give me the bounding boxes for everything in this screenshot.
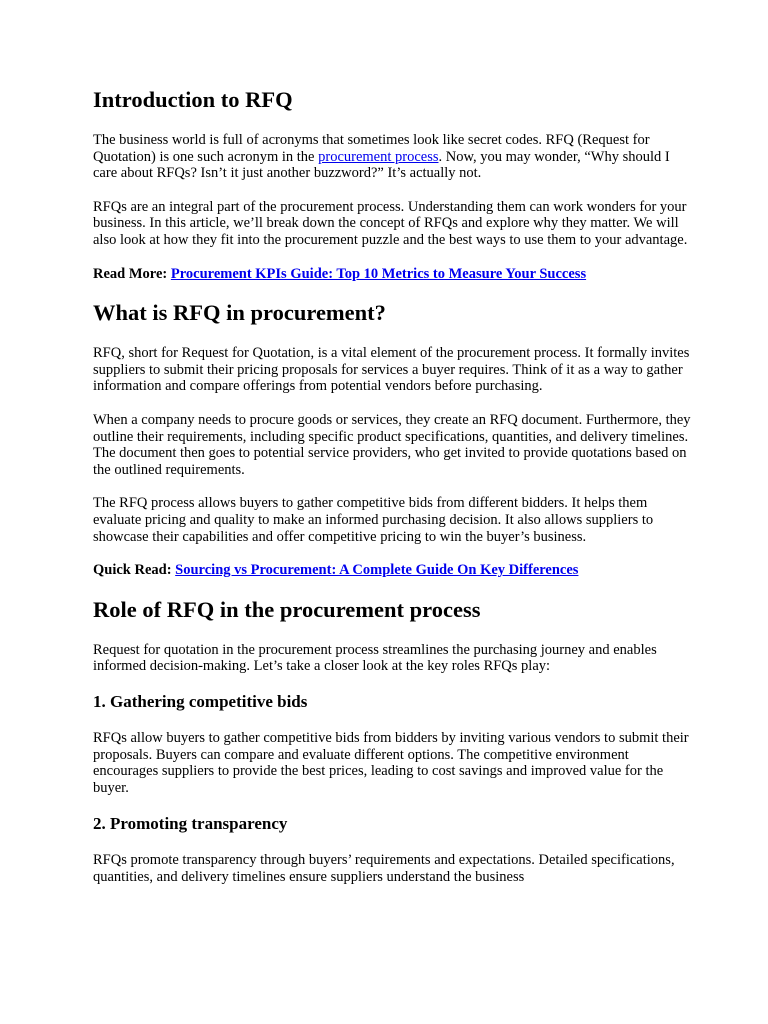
subheading-gathering-competitive-bids: 1. Gathering competitive bids xyxy=(93,691,308,711)
heading-introduction: Introduction to RFQ xyxy=(93,87,293,112)
transparency-paragraph: RFQs promote transparency through buyers’ requirements and expectations. Detailed specifications, quantities, and delivery timelines ensure suppliers understand the business xyxy=(93,852,675,885)
heading-what-is-rfq: What is RFQ in procurement? xyxy=(93,300,386,326)
sourcing-vs-procurement-link[interactable]: Sourcing vs Procurement: A Complete Guide On Key Differences xyxy=(175,562,579,579)
gathering-bids-paragraph: RFQs allow buyers to gather competitive bids from bidders by inviting various vendors to submit their proposals. Buyers can compare and evaluate different options. The competitive environment encourages suppliers to provide the best prices, leading to cost savings and improved value for the buyer. xyxy=(93,730,689,797)
intro-paragraph-1-text-b: . Now, you may wonder, “Why should I care about RFQs? Isn’t it just another buzzword?” It’s actually not. xyxy=(93,148,670,182)
read-more-line xyxy=(93,266,693,283)
what-is-paragraph-1: RFQ, short for Request for Quotation, is a vital element of the procurement process. It formally invites suppliers to submit their pricing proposals for services a buyer requires. Think of it as a way to gather information and compare offerings from potential vendors before purchasing. xyxy=(93,345,690,395)
intro-paragraph-1 xyxy=(93,132,693,182)
intro-paragraph-1-text-a: The business world is full of acronyms that sometimes look like secret codes. RFQ (Request for Quotation) is one such acronym in the xyxy=(93,132,650,165)
quick-read-label: Quick Read: xyxy=(93,562,172,579)
what-is-paragraph-3: The RFQ process allows buyers to gather competitive bids from different bidders. It helps them evaluate pricing and quality to make an informed purchasing decision. It also allows suppliers to showcase their capabilities and offer competitive pricing to win the buyer’s business. xyxy=(93,495,654,545)
intro-paragraph-2: RFQs are an integral part of the procurement process. Understanding them can work wonders for your business. In this article, we’ll break down the concept of RFQs and explore why they matter. We will also look at how they fit into the procurement puzzle and the best ways to use them to your advantage. xyxy=(93,198,688,248)
what-is-paragraph-2: When a company needs to procure goods or services, they create an RFQ document. Furthermore, they outline their requirements, including specific product specifications, quantities, and delivery timelines. The document then goes to potential service providers, who get invited to provide quotations based on the outlined requirements. xyxy=(93,411,691,478)
subheading-promoting-transparency: 2. Promoting transparency xyxy=(93,813,288,833)
procurement-kpis-guide-link[interactable]: Procurement KPIs Guide: Top 10 Metrics to Measure Your Success xyxy=(170,265,587,282)
quick-read-line xyxy=(93,562,693,579)
procurement-process-link[interactable]: procurement process xyxy=(318,148,439,165)
article-body xyxy=(93,86,693,885)
heading-role-of-rfq: Role of RFQ in the procurement process xyxy=(93,596,481,622)
read-more-label: Read More: xyxy=(93,265,168,282)
role-paragraph-1: Request for quotation in the procurement process streamlines the purchasing journey and enables informed decision-making. Let’s take a closer look at the key roles RFQs play: xyxy=(93,641,657,675)
